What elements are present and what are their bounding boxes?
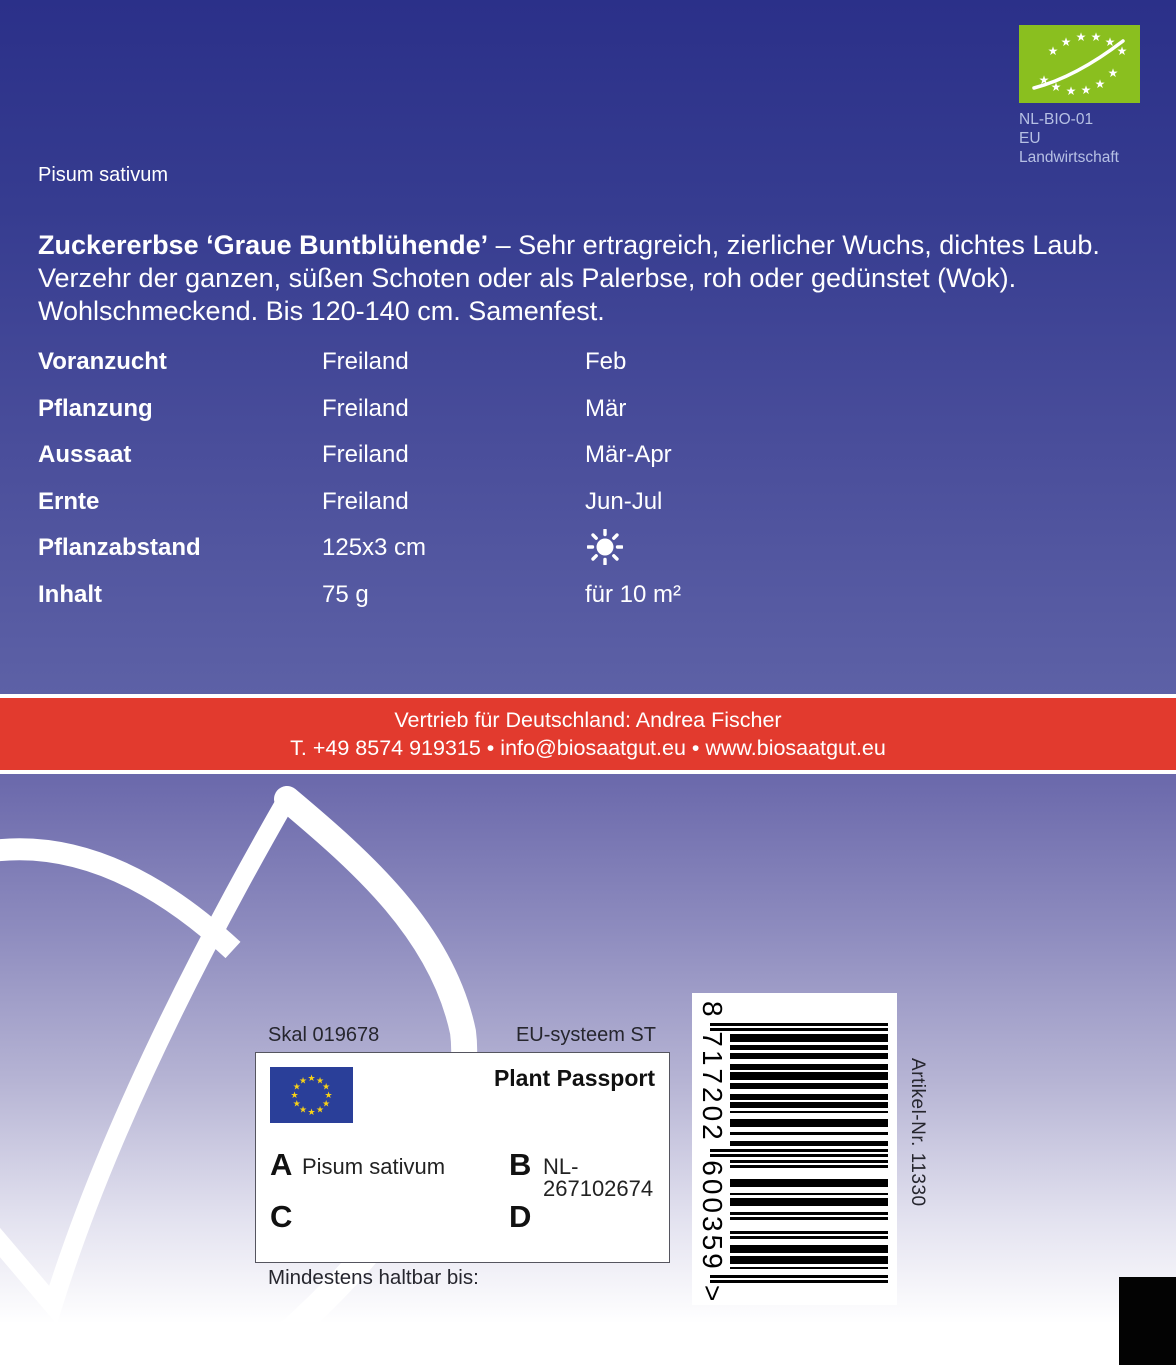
- barcode-bar: [730, 1165, 888, 1168]
- info-label: Voranzucht: [38, 348, 167, 375]
- skal-number: Skal 019678: [268, 1024, 380, 1046]
- info-value-place: Freiland: [322, 394, 409, 422]
- species-name: Pisum sativum: [38, 164, 169, 186]
- svg-text:★: ★: [290, 1091, 299, 1101]
- barcode-bar: [730, 1053, 888, 1058]
- info-value-place: 75 g: [322, 580, 369, 608]
- barcode-bar: [730, 1064, 888, 1069]
- variety-description: [38, 229, 1152, 328]
- barcode-bar: [730, 1141, 888, 1146]
- barcode-bar: [730, 1179, 888, 1187]
- barcode-bar: [730, 1119, 888, 1127]
- info-value-time: Feb: [585, 348, 627, 375]
- distributor-banner-frame: [0, 694, 1176, 774]
- barcode-rotated: [697, 1001, 888, 1305]
- distributor-banner: [0, 698, 1176, 770]
- svg-text:★: ★: [322, 1082, 331, 1093]
- barcode-bar: [730, 1236, 888, 1239]
- barcode-bar: [710, 1275, 888, 1278]
- info-value-time: Mär: [585, 394, 627, 422]
- info-row: [38, 489, 938, 515]
- barcode-bar: [730, 1245, 888, 1253]
- barcode-bar: [730, 1267, 888, 1270]
- svg-text:★: ★: [292, 1082, 301, 1093]
- eu-organic-leaf-icon: [1019, 25, 1140, 103]
- barcode-bar: [730, 1198, 888, 1206]
- svg-text:★: ★: [1104, 35, 1116, 49]
- svg-text:★: ★: [1047, 44, 1059, 58]
- barcode-bar: [710, 1028, 888, 1031]
- svg-text:★: ★: [1050, 80, 1062, 94]
- article-number: Artikel-Nr. 11330: [907, 1058, 928, 1207]
- info-row: [38, 535, 938, 561]
- info-value-place: Freiland: [322, 348, 409, 375]
- info-row: [38, 582, 938, 608]
- svg-text:★: ★: [1116, 44, 1128, 58]
- barcode-digit-group2: 600359: [697, 1160, 728, 1272]
- info-value-place: Freiland: [322, 487, 409, 515]
- barcode-bar: [730, 1094, 888, 1099]
- svg-text:★: ★: [1065, 84, 1077, 98]
- svg-text:★: ★: [1038, 73, 1050, 87]
- passport-d-label: D: [509, 1199, 532, 1234]
- svg-text:★: ★: [1075, 30, 1087, 44]
- best-before-label: Mindestens haltbar bis:: [268, 1266, 479, 1289]
- svg-text:★: ★: [322, 1099, 331, 1110]
- svg-text:★: ★: [324, 1091, 333, 1101]
- svg-text:★: ★: [1107, 66, 1119, 80]
- barcode-digits: [697, 1001, 728, 1305]
- passport-a-label: A: [270, 1147, 293, 1182]
- svg-text:★: ★: [298, 1105, 308, 1116]
- barcode-bar: [730, 1072, 888, 1080]
- svg-text:★: ★: [307, 1108, 316, 1118]
- svg-text:★: ★: [298, 1076, 308, 1087]
- barcode-bar: [730, 1132, 888, 1135]
- passport-b-value: NL-267102674: [543, 1154, 654, 1201]
- barcode-bar: [730, 1160, 888, 1163]
- info-row: [38, 349, 938, 375]
- svg-text:★: ★: [292, 1099, 301, 1110]
- eu-flag-icon: [270, 1067, 353, 1123]
- eu-organic-logo: [1019, 25, 1140, 167]
- svg-text:★: ★: [315, 1105, 325, 1116]
- barcode-bar: [730, 1256, 888, 1264]
- svg-text:★: ★: [315, 1076, 325, 1087]
- barcode-bar: [730, 1102, 888, 1107]
- cultivation-table: [38, 349, 938, 608]
- passport-c-label: C: [270, 1199, 293, 1234]
- barcode-bar: [730, 1111, 888, 1114]
- barcode-end-mark: >: [697, 1285, 728, 1305]
- distributor-contact: T. +49 8574 919315 • info@biosaatgut.eu • www.biosaatgut.eu: [290, 735, 886, 760]
- barcode-bar: [730, 1231, 888, 1234]
- info-value-time: für 10 m²: [585, 580, 682, 608]
- plant-passport-title: Plant Passport: [493, 1065, 655, 1091]
- barcode-bar: [710, 1149, 888, 1152]
- info-value-time: Mär-Apr: [585, 441, 672, 468]
- info-label: Pflanzung: [38, 394, 153, 422]
- organic-region: EU Landwirtschaft: [1019, 130, 1119, 166]
- plant-passport-box: [255, 1052, 670, 1263]
- barcode-digit-group1: 717202: [697, 1031, 728, 1143]
- organic-code: NL-BIO-01: [1019, 111, 1094, 128]
- barcode-digit-first: 8: [697, 1001, 728, 1020]
- barcode-bar: [710, 1154, 888, 1157]
- barcode-bar: [730, 1217, 888, 1220]
- svg-text:★: ★: [1060, 35, 1072, 49]
- barcode-bar: [730, 1193, 888, 1196]
- barcode: [692, 993, 897, 1305]
- info-label: Aussaat: [38, 441, 132, 468]
- barcode-bar: [730, 1034, 888, 1042]
- passport-a-value: Pisum sativum: [302, 1154, 446, 1179]
- info-value-place: Freiland: [322, 441, 409, 468]
- info-value-place: 125x3 cm: [322, 534, 427, 561]
- svg-text:★: ★: [307, 1074, 316, 1084]
- info-label: Inhalt: [38, 580, 102, 608]
- barcode-bar: [710, 1280, 888, 1283]
- sun-icon: [585, 535, 938, 565]
- distributor-line: Vertrieb für Deutschland: Andrea Fischer: [394, 707, 782, 732]
- variety-title: Zuckererbse ‘Graue Buntblühende’: [38, 230, 489, 260]
- svg-text:★: ★: [1090, 30, 1102, 44]
- info-label: Ernte: [38, 487, 100, 515]
- bottom-section: [0, 774, 1176, 1365]
- barcode-bar: [730, 1045, 888, 1050]
- svg-text:★: ★: [1080, 83, 1092, 97]
- info-row: [38, 442, 938, 468]
- info-value-time: Jun-Jul: [585, 487, 663, 515]
- barcode-bar: [730, 1212, 888, 1215]
- print-mark-black-box: [1119, 1277, 1176, 1365]
- info-row: [38, 396, 938, 422]
- eu-system-label: EU-systeem ST: [515, 1024, 656, 1046]
- barcode-bar: [730, 1083, 888, 1088]
- svg-text:★: ★: [1094, 77, 1106, 91]
- variety-text: – Sehr ertragreich, zierlicher Wuchs, dichtes Laub. Verzehr der ganzen, süßen Schoten oder als Palerbse, roh oder gedünstet (Wok). Wohlschmeckend. Bis 120-140 cm. Samenfest.: [38, 230, 1100, 326]
- info-label: Pflanzabstand: [38, 534, 201, 561]
- barcode-bar: [710, 1023, 888, 1026]
- passport-b-label: B: [509, 1147, 532, 1182]
